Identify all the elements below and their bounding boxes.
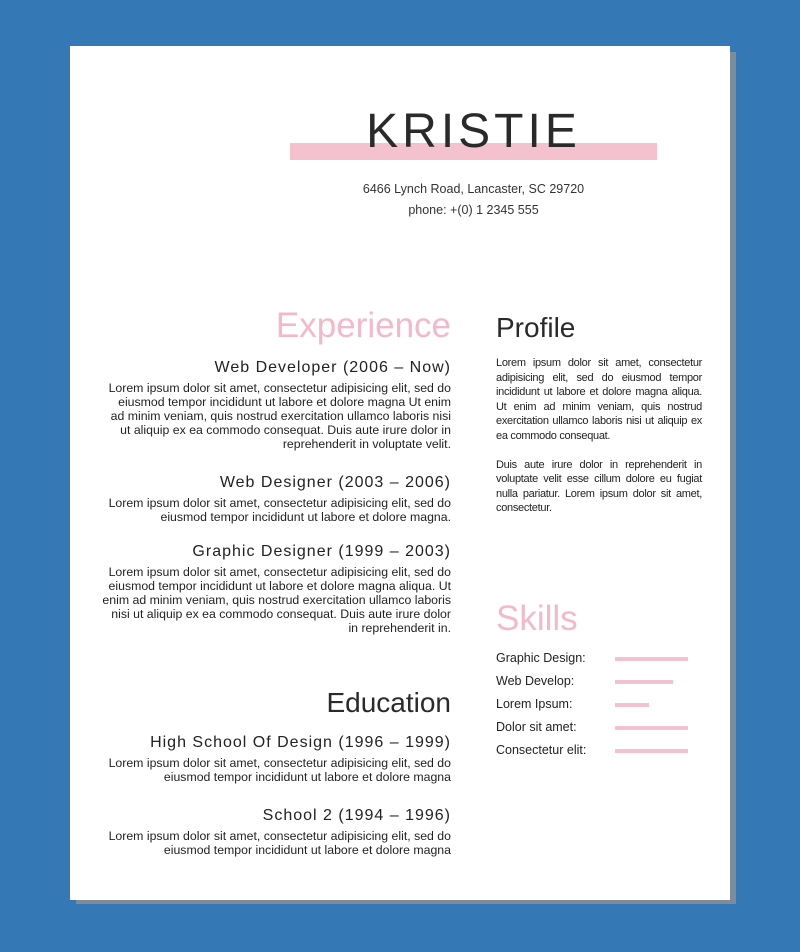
text-line: ut aliquip ex ea commodo consequat. Duis aute irure dolor in bbox=[120, 423, 451, 437]
text-line: eiusmod tempor incididunt ut labore et dolore magna bbox=[163, 770, 451, 784]
text-line: Lorem ipsum dolor sit amet, consectetur adipisicing elit, sed do bbox=[108, 829, 451, 843]
resume-name: KRISTIE bbox=[366, 105, 581, 158]
profile-section bbox=[496, 311, 702, 516]
job-title: Web Designer (2003 – 2006) bbox=[219, 474, 451, 491]
education-heading: Education bbox=[326, 687, 451, 718]
profile-paragraph: Lorem ipsum dolor sit amet, consectetur adipisicing elit, sed do eiusmod tempor incididunt ut labore et dolore magna aliqua. Ut enim ad minim veniam, quis nostrud exercitation ullamco laboris nisi ut aliquip ex ea commodo consequat. bbox=[496, 357, 702, 442]
school-entry bbox=[85, 733, 451, 784]
text-line: enim ad minim veniam, quis nostrud exercitation ullamco laboris bbox=[102, 593, 451, 607]
resume-page bbox=[70, 46, 730, 900]
skill-level-bar bbox=[615, 703, 649, 707]
job-description bbox=[85, 565, 451, 635]
phone: phone: +(0) 1 2345 555 bbox=[408, 203, 539, 217]
text-line: Lorem ipsum dolor sit amet, consectetur adipisicing elit, sed do bbox=[108, 381, 451, 395]
skills-section bbox=[496, 599, 702, 639]
school-title: High School Of Design (1996 – 1999) bbox=[150, 734, 451, 751]
skill-row bbox=[496, 720, 706, 740]
skill-row bbox=[496, 697, 706, 717]
text-line: eiusmod tempor incididunt ut labore et dolore magna bbox=[163, 843, 451, 857]
job-title: Graphic Designer (1999 – 2003) bbox=[192, 543, 451, 560]
job-description bbox=[85, 496, 451, 524]
skill-label: Graphic Design: bbox=[496, 651, 586, 665]
skill-label: Dolor sit amet: bbox=[496, 720, 577, 734]
school-description bbox=[85, 756, 451, 784]
job-entry bbox=[85, 473, 451, 524]
text-line: eiusmod tempor incididunt ut labore et dolore magna Ut enim bbox=[118, 395, 451, 409]
skills-heading: Skills bbox=[496, 599, 578, 638]
text-line: Lorem ipsum dolor sit amet, consectetur adipisicing elit, sed do bbox=[108, 756, 451, 770]
text-line: reprehenderit in voluptate velit. bbox=[282, 437, 451, 451]
skill-row bbox=[496, 743, 706, 763]
profile-heading: Profile bbox=[496, 312, 576, 343]
text-line: Lorem ipsum dolor sit amet, consectetur adipisicing elit, sed do bbox=[108, 496, 451, 510]
skill-label: Web Develop: bbox=[496, 674, 575, 688]
skill-level-bar bbox=[615, 680, 673, 684]
school-description bbox=[85, 829, 451, 857]
text-line: eiusmod tempor incididunt ut labore et dolore magna aliqua. Ut bbox=[108, 579, 451, 593]
skill-level-bar bbox=[615, 726, 688, 730]
skill-level-bar bbox=[615, 749, 688, 753]
experience-section bbox=[85, 306, 451, 346]
education-section bbox=[85, 686, 451, 720]
job-entry bbox=[85, 542, 451, 635]
skill-level-bar bbox=[615, 657, 688, 661]
experience-heading: Experience bbox=[275, 306, 451, 345]
school-entry bbox=[85, 806, 451, 857]
school-title: School 2 (1994 – 1996) bbox=[262, 807, 451, 824]
job-entry bbox=[85, 358, 451, 451]
profile-paragraph: Duis aute irure dolor in reprehenderit in voluptate velit esse cillum dolore eu fugiat nulla pariatur. Lorem ipsum dolor sit amet, consectetur. bbox=[496, 458, 702, 515]
text-line: in reprehenderit in. bbox=[348, 621, 451, 635]
skill-label: Consectetur elit: bbox=[496, 743, 587, 757]
job-description bbox=[85, 381, 451, 451]
text-line: ad minim veniam, quis nostrud exercitation ullamco laboris nisi bbox=[110, 409, 451, 423]
text-line: Lorem ipsum dolor sit amet, consectetur adipisicing elit, sed do bbox=[108, 565, 451, 579]
skill-label: Lorem Ipsum: bbox=[496, 697, 573, 711]
skill-row bbox=[496, 651, 706, 671]
text-line: eiusmod tempor incididunt ut labore et dolore magna. bbox=[160, 510, 451, 524]
text-line: nisi ut aliquip ex ea commodo consequat. Duis aute irure dolor bbox=[111, 607, 451, 621]
job-title: Web Developer (2006 – Now) bbox=[214, 359, 451, 376]
skill-row bbox=[496, 674, 706, 694]
address: 6466 Lynch Road, Lancaster, SC 29720 bbox=[362, 182, 585, 196]
